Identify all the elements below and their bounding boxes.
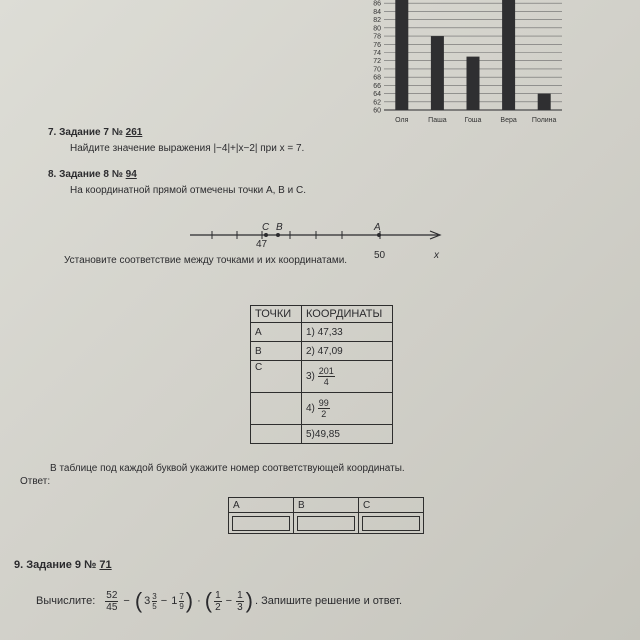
table-point-c: C	[251, 361, 302, 393]
tick-label-50: 50	[374, 250, 386, 261]
tick-label-47: 47	[256, 239, 268, 250]
task9-heading-text: 9. Задание 9 №	[14, 559, 97, 571]
expr-f2-numerator: 3	[152, 591, 157, 601]
answer-cell-b[interactable]	[294, 513, 359, 534]
expr-fraction-1	[105, 590, 118, 613]
task7-number-link[interactable]: 261	[125, 127, 143, 138]
expr-fraction-4	[214, 590, 222, 613]
answer-col-a: A	[229, 498, 294, 513]
answer-input-c[interactable]	[362, 516, 420, 531]
y-tick-label: 66	[373, 82, 381, 90]
expr-f4-denominator: 2	[215, 601, 221, 613]
point-b-label: B	[276, 222, 283, 233]
table-coord-1: 1) 47,33	[302, 323, 393, 342]
coord-3-fraction	[318, 366, 335, 387]
table-coord-2: 2) 47,09	[302, 342, 393, 361]
expr-fraction-3	[179, 592, 183, 611]
y-tick-label: 68	[373, 74, 381, 82]
coord-3-label: 3)	[306, 371, 315, 383]
bar-4	[538, 94, 551, 110]
task8-heading	[48, 169, 137, 180]
expr-f1-numerator: 52	[106, 589, 118, 601]
task9-expression: Вычислите: $\frac{52}{45}$ − ( 3 $\frac{3}{5}$ − 1 $\frac{7}{9}$ ) · ( $\frac{1}{2}$ − $\frac{1}{3}$ ) . Запишите решение и ответ.	[36, 588, 403, 613]
y-tick-label: 60	[373, 107, 381, 115]
y-tick-label: 78	[373, 33, 381, 41]
answer-label: Ответ:	[20, 476, 51, 487]
expr-f5-denominator: 3	[237, 601, 243, 613]
task7-text: Найдите значение выражения |−4|+|x−2| при x = 7.	[70, 143, 305, 154]
task9-prefix: Вычислите:	[36, 595, 96, 607]
y-tick-label: 72	[373, 58, 381, 66]
table-point-a: A	[251, 323, 302, 342]
bar-0	[395, 0, 408, 110]
y-tick-label: 64	[373, 91, 381, 99]
point-a-dot	[377, 233, 381, 237]
table-coord-3	[302, 361, 393, 393]
table-empty-cell-1	[251, 393, 302, 425]
axis-x-label: x	[434, 250, 439, 261]
x-category-label: Вера	[500, 117, 517, 124]
table-header-coordinates: КООРДИНАТЫ	[302, 306, 393, 323]
y-tick-label: 70	[373, 66, 381, 74]
bar-3	[502, 0, 515, 110]
y-tick-label: 62	[373, 99, 381, 107]
task8-number-link[interactable]: 94	[125, 169, 137, 180]
task8-heading-text: 8. Задание 8 №	[48, 169, 123, 180]
answer-input-a[interactable]	[232, 516, 290, 531]
task9-suffix: . Запишите решение и ответ.	[254, 595, 403, 607]
expr-f1-denominator: 45	[106, 601, 118, 613]
y-tick-label: 76	[373, 41, 381, 49]
bar-2	[467, 57, 480, 110]
task7-heading-text: 7. Задание 7 №	[48, 127, 123, 138]
task9-number-link[interactable]: 71	[99, 559, 112, 571]
table-coord-5: 5)49,85	[302, 425, 393, 444]
answer-cell-a[interactable]	[229, 513, 294, 534]
point-b-dot	[276, 233, 280, 237]
x-category-label: Оля	[395, 117, 409, 124]
expr-f3-numerator: 7	[179, 591, 184, 601]
answer-input-b[interactable]	[297, 516, 355, 531]
y-tick-label: 82	[373, 17, 381, 25]
task9-heading	[14, 559, 112, 571]
y-tick-label: 86	[373, 0, 381, 8]
expr-fraction-2	[152, 592, 156, 611]
matching-table	[250, 305, 393, 444]
coord-4-fraction	[318, 398, 330, 419]
point-c-dot	[264, 233, 268, 237]
table-coord-4	[302, 393, 393, 425]
task8-instruction: Установите соответствие между точками и их координатами.	[64, 255, 348, 266]
expr-f2-denominator: 5	[152, 601, 157, 611]
expr-whole-1: 3	[144, 595, 151, 607]
expr-f4-numerator: 1	[215, 589, 221, 601]
coord-3-numerator: 201	[318, 366, 334, 376]
bar-chart	[362, 0, 572, 140]
bar-1	[431, 36, 444, 110]
table-header-points: ТОЧКИ	[251, 306, 302, 323]
x-category-label: Полина	[531, 117, 557, 124]
y-tick-label: 84	[373, 8, 381, 16]
answer-col-c: C	[359, 498, 424, 513]
table-point-b: B	[251, 342, 302, 361]
point-c-label: C	[262, 222, 270, 233]
y-tick-label: 80	[373, 25, 381, 33]
answer-table	[228, 497, 424, 534]
table-empty-cell-2	[251, 425, 302, 444]
expr-whole-2: 1	[171, 595, 178, 607]
task7-heading	[48, 127, 142, 138]
expr-f3-denominator: 9	[179, 601, 184, 611]
task8-text: На координатной прямой отмечены точки A, B и C.	[70, 185, 306, 196]
expr-f5-numerator: 1	[237, 589, 243, 601]
point-a-label: A	[374, 222, 381, 233]
coord-3-denominator: 4	[323, 377, 329, 387]
x-category-label: Гоша	[464, 117, 482, 124]
x-category-label: Паша	[428, 117, 447, 124]
coord-4-label: 4)	[306, 403, 315, 415]
answer-col-b: B	[294, 498, 359, 513]
expr-fraction-5	[236, 590, 244, 613]
coord-4-denominator: 2	[321, 409, 327, 419]
answer-instruction: В таблице под каждой буквой укажите номер соответствующей координаты.	[50, 463, 405, 474]
coord-4-numerator: 99	[318, 398, 329, 408]
answer-cell-c[interactable]	[359, 513, 424, 534]
y-tick-label: 74	[373, 50, 381, 57]
